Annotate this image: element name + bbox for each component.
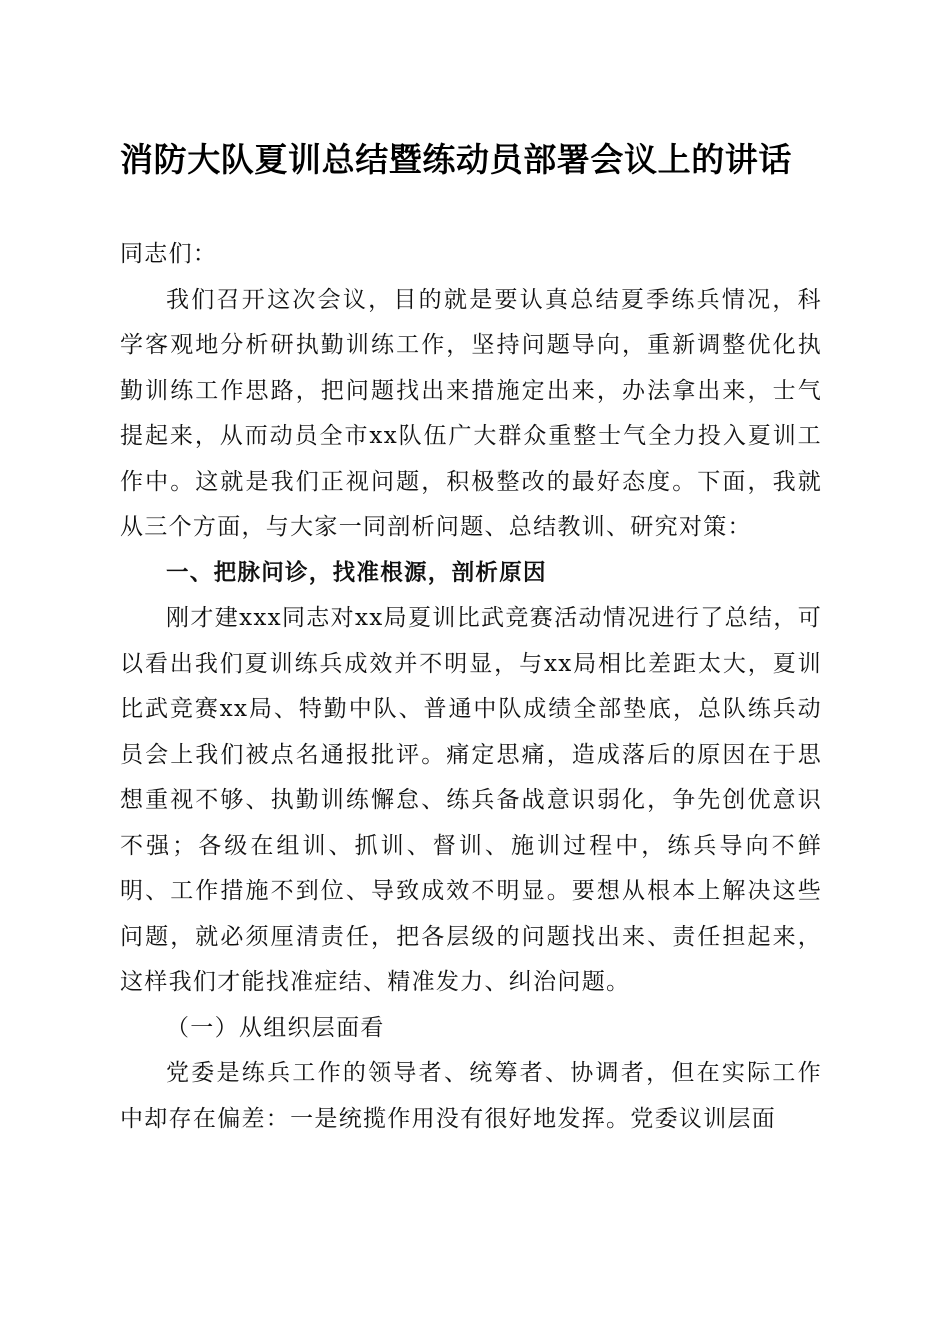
paragraph-analysis: 刚才建xxx同志对xx局夏训比武竞赛活动情况进行了总结，可以看出我们夏训练兵成效并不明显，与xx局相比差距太大，夏训比武竞赛xx局、特勤中队、普通中队成绩全部垫底，总队练兵动员会上我们被点名通报批评。痛定思痛，造成落后的原因在于思想重视不够、执勤训练懈怠、练兵备战意识弱化，争先创优意识不强；各级在组训、抓训、督训、施训过程中，练兵导向不鲜明、工作措施不到位、导致成效不明显。要想从根本上解决这些问题，就必须厘清责任，把各层级的问题找出来、责任担起来，这样我们才能找准症结、精准发力、纠治问题。 xyxy=(120,605,822,995)
subsection-heading-1: （一）从组织层面看 xyxy=(166,1014,385,1041)
paragraph-organization: 党委是练兵工作的领导者、统筹者、协调者，但在实际工作中却存在偏差：一是统揽作用没有很好地发挥。党委议训层面 xyxy=(120,1060,822,1132)
document-title: 消防大队夏训总结暨练动员部署会议上的讲话 xyxy=(120,140,792,179)
section-heading-1: 一、把脉问诊，找准根源，剖析原因 xyxy=(166,559,547,586)
salutation: 同志们： xyxy=(120,241,218,267)
paragraph-intro: 我们召开这次会议，目的就是要认真总结夏季练兵情况，科学客观地分析研执勤训练工作，坚持问题导向，重新调整优化执勤训练工作思路，把问题找出来措施定出来，办法拿出来，士气提起来，从而动员全市xx队伍广大群众重整士气全力投入夏训工作中。这就是我们正视问题，积极整改的最好态度。下面，我就从三个方面，与大家一同剖析问题、总结教训、研究对策： xyxy=(120,286,822,540)
document-body xyxy=(120,232,822,1142)
